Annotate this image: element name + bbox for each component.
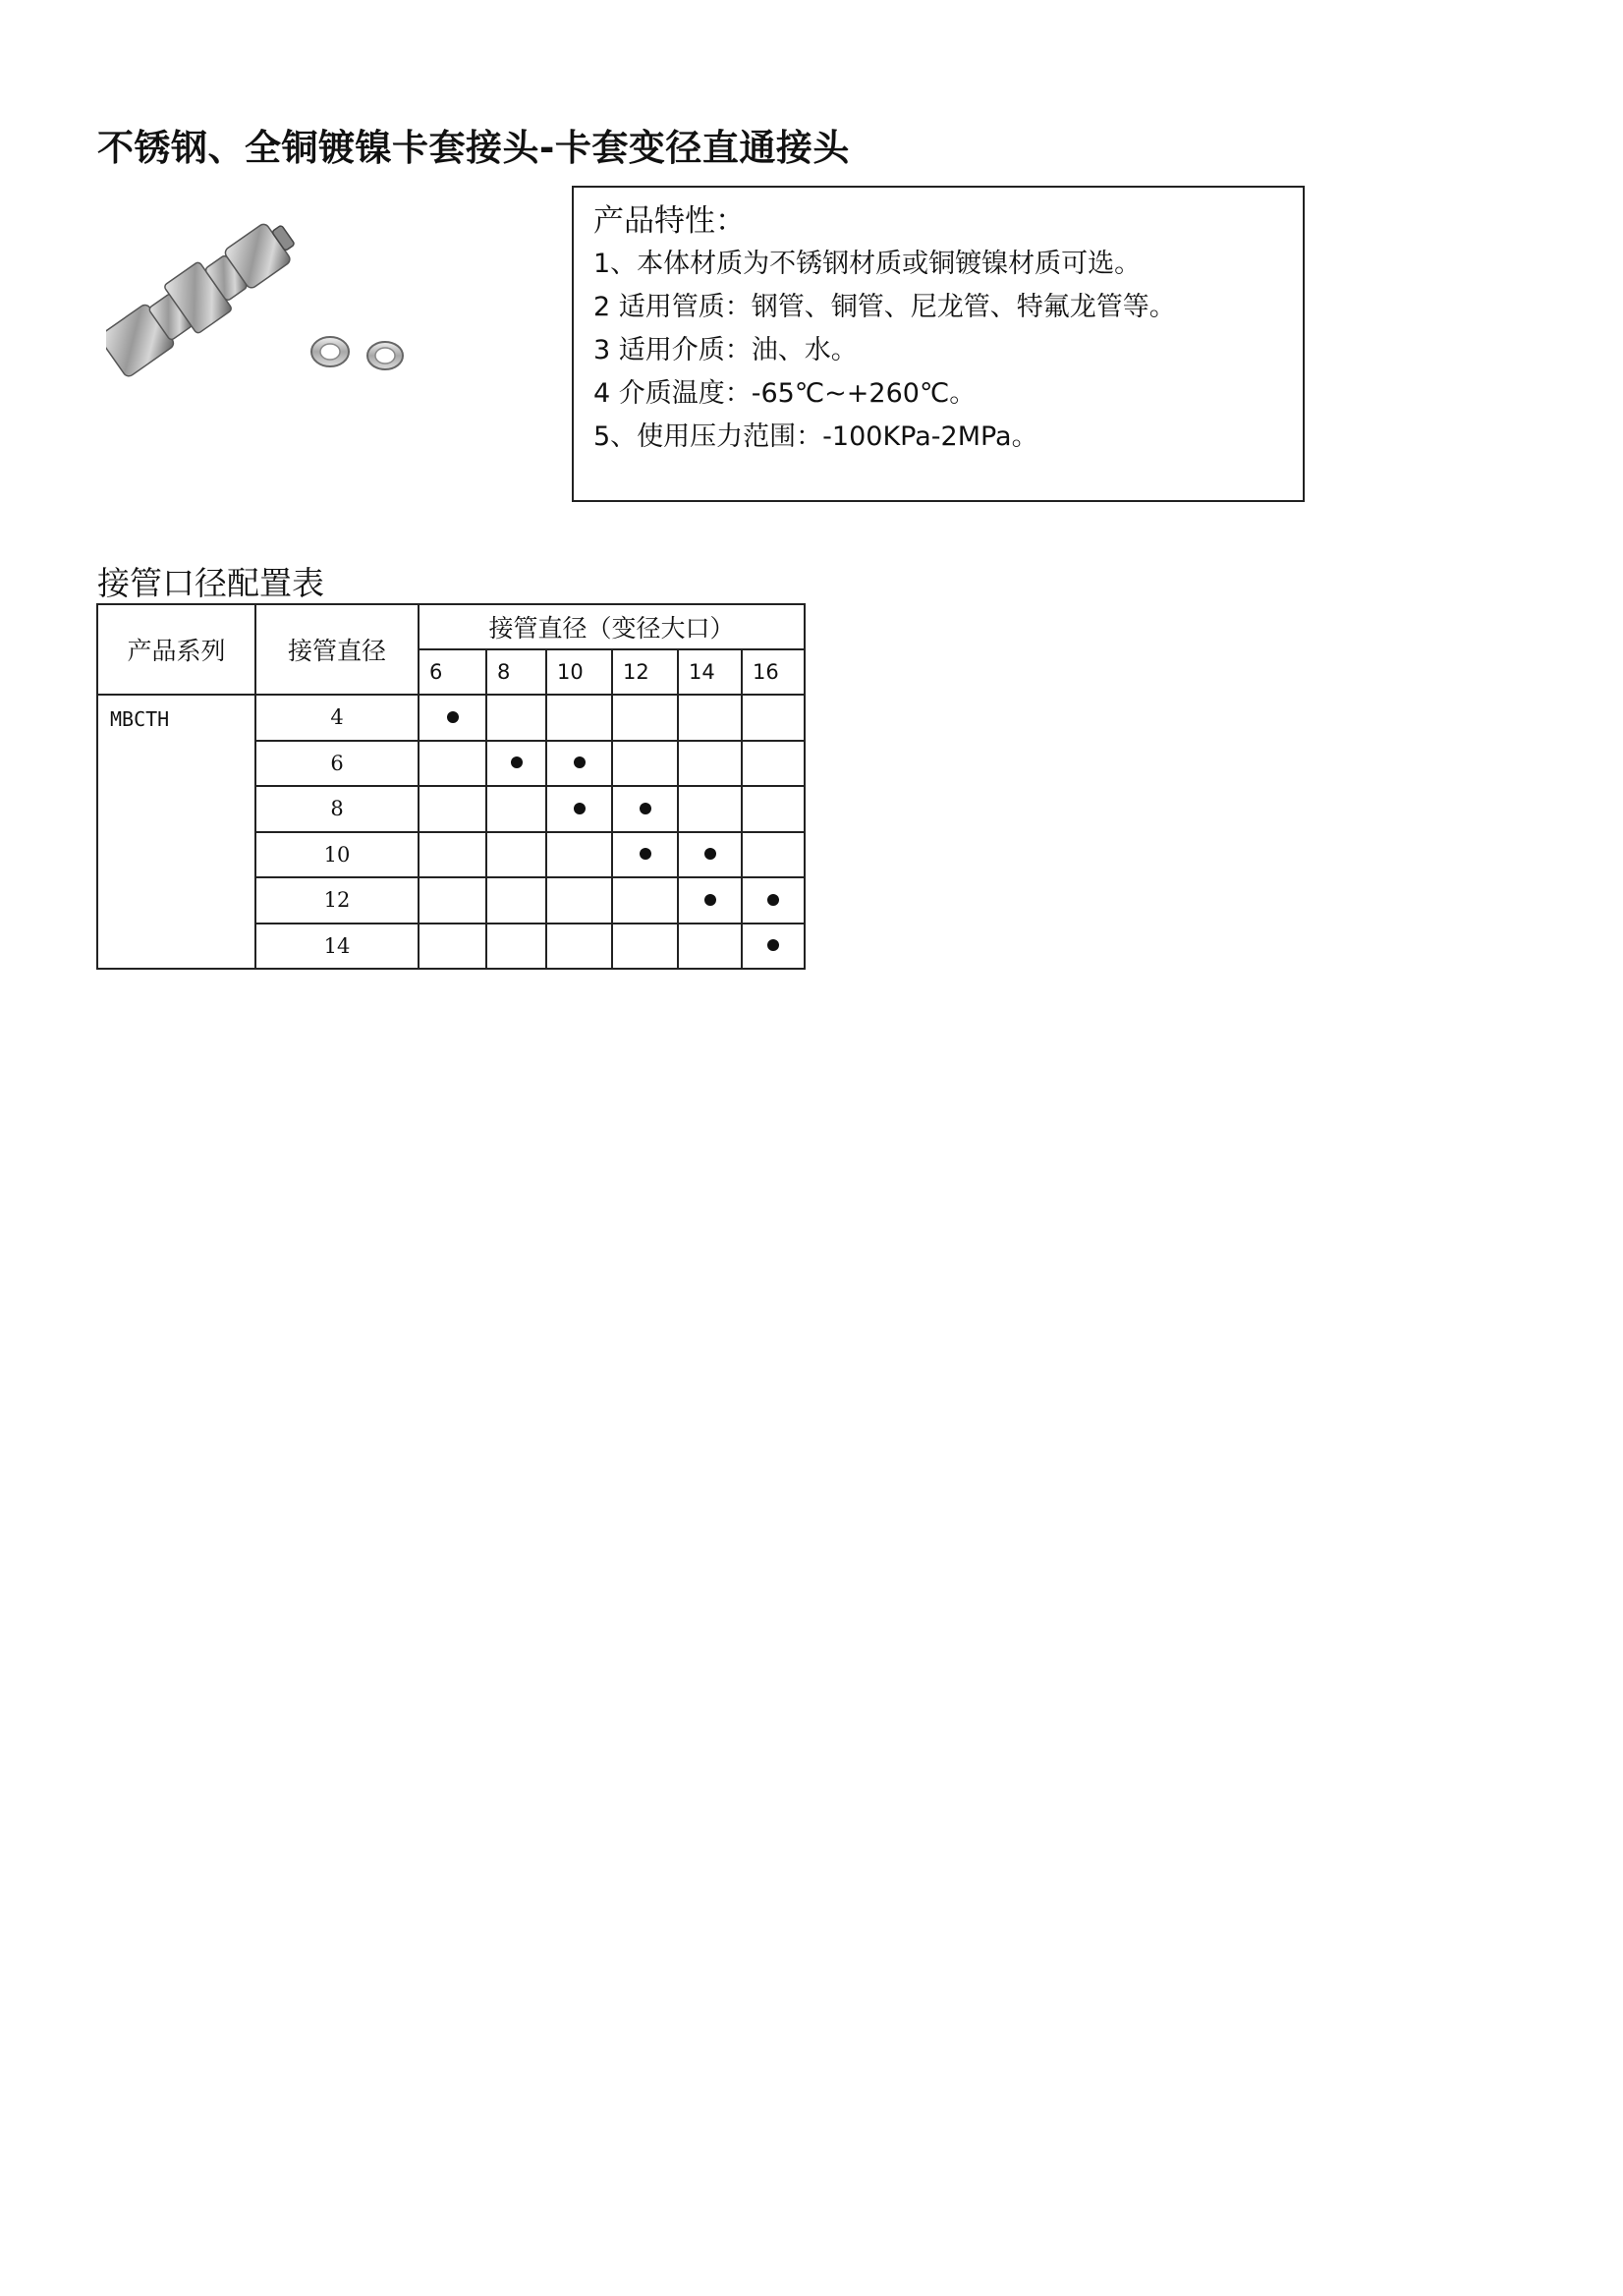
availability-cell — [678, 786, 742, 832]
availability-dot — [574, 756, 586, 768]
availability-cell — [742, 741, 805, 787]
size-header-12: 12 — [612, 649, 678, 695]
availability-cell — [419, 924, 486, 970]
availability-dot — [640, 803, 651, 814]
availability-cell — [546, 695, 612, 741]
availability-cell — [612, 786, 678, 832]
availability-cell — [546, 877, 612, 924]
feature-line-4: 4 介质温度：-65℃~+260℃。 — [593, 378, 977, 409]
size-header-6: 6 — [419, 649, 486, 695]
pipe-size-cell: 6 — [255, 741, 419, 787]
feature-line-5: 5、使用压力范围：-100KPa-2MPa。 — [593, 421, 1038, 452]
availability-cell — [419, 741, 486, 787]
availability-dot — [447, 711, 459, 723]
pipe-size-cell: 8 — [255, 786, 419, 832]
availability-dot — [767, 894, 779, 906]
availability-cell — [486, 741, 546, 787]
pipe-size-cell: 4 — [255, 695, 419, 741]
size-header-10: 10 — [546, 649, 612, 695]
availability-cell — [546, 924, 612, 970]
config-table — [96, 603, 806, 970]
feature-line-1: 1、本体材质为不锈钢材质或铜镀镍材质可选。 — [593, 249, 1142, 279]
product-photo — [106, 196, 430, 393]
features-box — [572, 186, 1305, 502]
series-cell: MBCTH — [97, 695, 255, 969]
availability-cell — [546, 741, 612, 787]
availability-cell — [419, 832, 486, 878]
pipe-size-cell: 14 — [255, 924, 419, 970]
availability-cell — [678, 832, 742, 878]
availability-cell — [612, 832, 678, 878]
header-large-end: 接管直径（变径大口） — [419, 604, 805, 649]
availability-cell — [486, 832, 546, 878]
availability-cell — [486, 695, 546, 741]
availability-dot — [511, 756, 523, 768]
availability-cell — [486, 786, 546, 832]
size-header-8: 8 — [486, 649, 546, 695]
availability-cell — [546, 832, 612, 878]
availability-cell — [486, 924, 546, 970]
availability-cell — [678, 695, 742, 741]
availability-cell — [742, 786, 805, 832]
features-heading: 产品特性： — [593, 203, 746, 239]
size-header-16: 16 — [742, 649, 805, 695]
availability-dot — [704, 848, 716, 860]
availability-cell — [678, 741, 742, 787]
availability-cell — [612, 695, 678, 741]
availability-cell — [742, 832, 805, 878]
availability-dot — [574, 803, 586, 814]
availability-cell — [612, 924, 678, 970]
availability-cell — [742, 924, 805, 970]
availability-cell — [612, 741, 678, 787]
availability-cell — [742, 695, 805, 741]
availability-cell — [678, 924, 742, 970]
header-pipe-diameter: 接管直径 — [255, 604, 419, 695]
pipe-size-cell: 10 — [255, 832, 419, 878]
pipe-size-cell: 12 — [255, 877, 419, 924]
availability-cell — [612, 877, 678, 924]
config-table-title: 接管口径配置表 — [97, 564, 324, 602]
availability-cell — [419, 695, 486, 741]
availability-cell — [742, 877, 805, 924]
availability-dot — [640, 848, 651, 860]
availability-cell — [419, 786, 486, 832]
feature-line-3: 3 适用介质：油、水。 — [593, 335, 858, 365]
availability-cell — [486, 877, 546, 924]
feature-line-2: 2 适用管质：钢管、铜管、尼龙管、特氟龙管等。 — [593, 292, 1176, 322]
availability-cell — [546, 786, 612, 832]
availability-cell — [678, 877, 742, 924]
header-series: 产品系列 — [97, 604, 255, 695]
availability-dot — [767, 939, 779, 951]
page-title: 不锈钢、全铜镀镍卡套接头-卡套变径直通接头 — [97, 127, 850, 169]
table-row — [97, 695, 805, 741]
availability-cell — [419, 877, 486, 924]
availability-dot — [704, 894, 716, 906]
size-header-14: 14 — [678, 649, 742, 695]
